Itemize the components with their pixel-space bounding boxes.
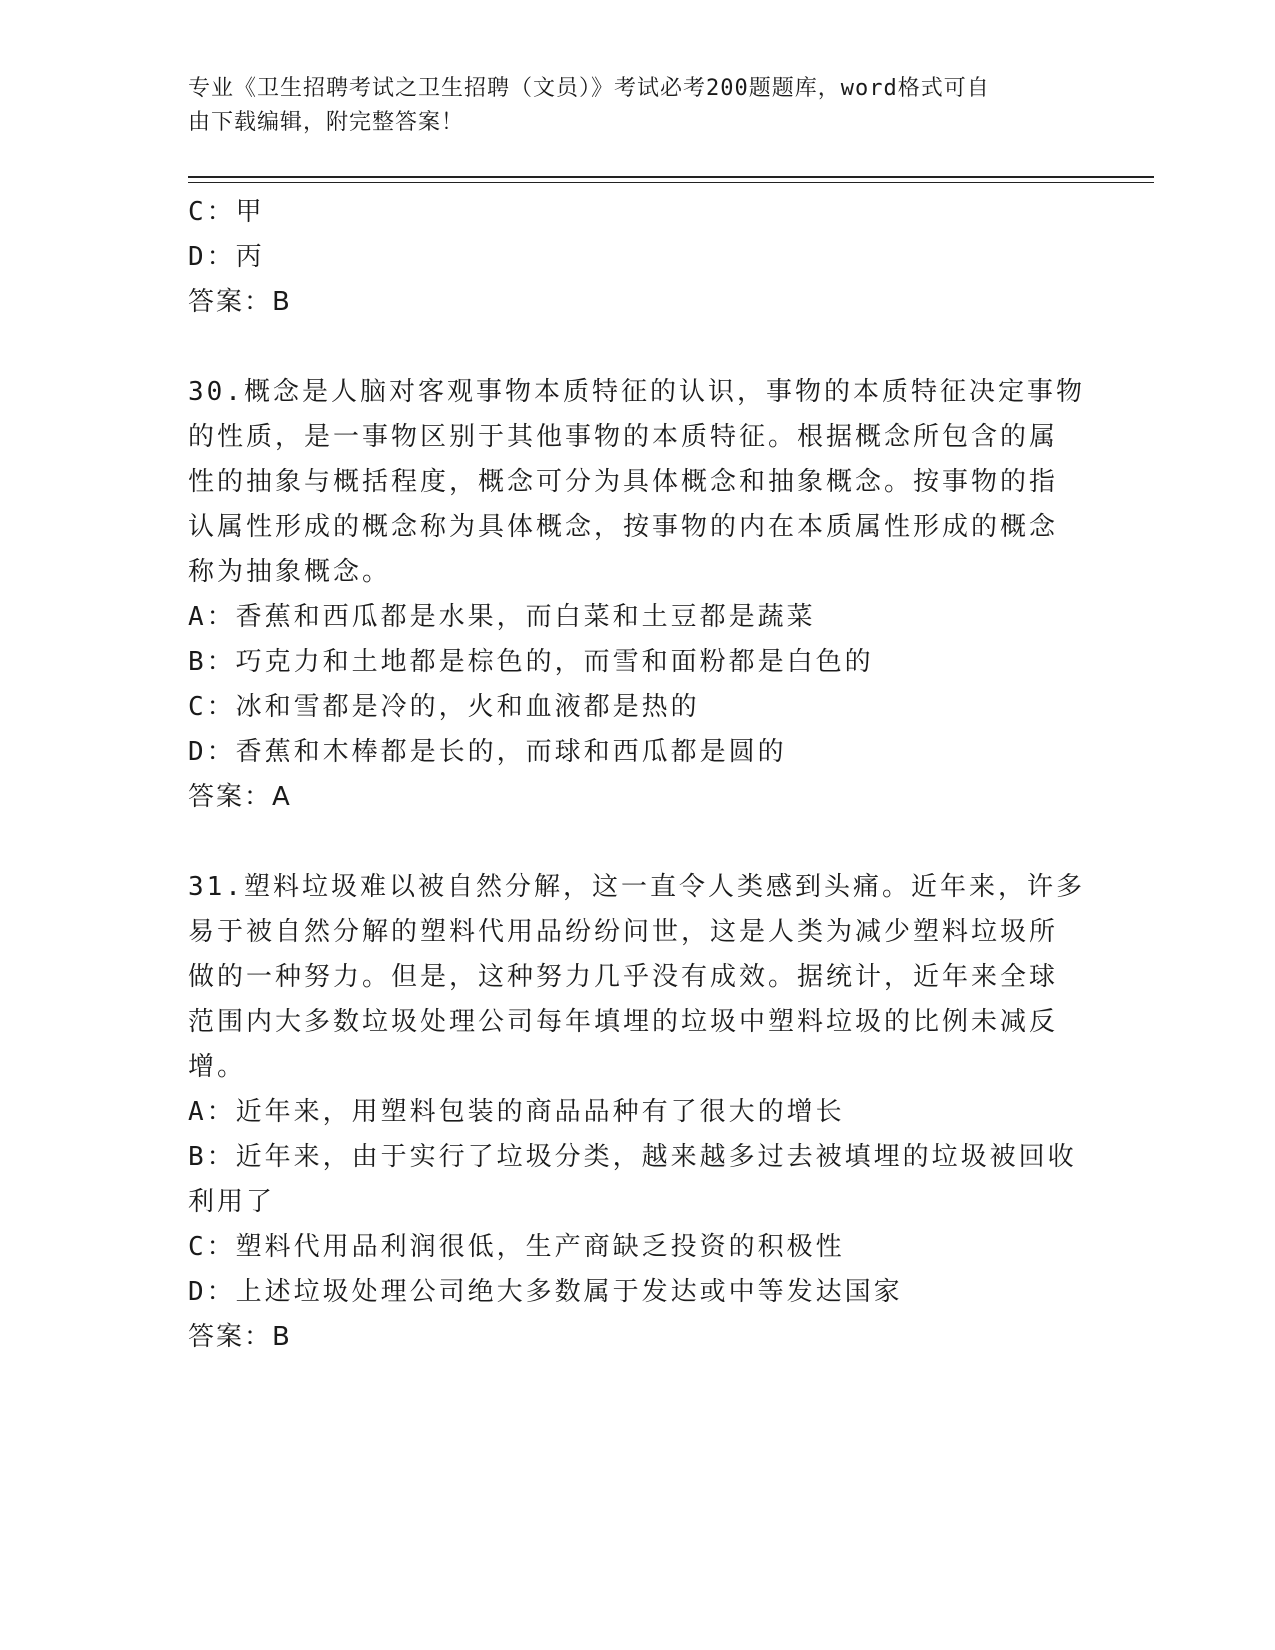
answer-line: 答案：A (188, 782, 292, 812)
answer-line: 答案：B (188, 287, 292, 317)
option-d: D：上述垃圾处理公司绝大多数属于发达或中等发达国家 (188, 1277, 903, 1307)
spacer (188, 325, 1088, 370)
option-c: C：冰和雪都是冷的，火和血液都是热的 (188, 692, 700, 722)
previous-question-tail (188, 190, 1088, 325)
option-b: B：巧克力和土地都是棕色的，而雪和面粉都是白色的 (188, 647, 874, 677)
question-stem-line: 称为抽象概念。 (188, 557, 392, 587)
document-body (188, 190, 1088, 1360)
header-line-1: 专业《卫生招聘考试之卫生招聘（文员）》考试必考200题题库，word格式可自 (188, 76, 990, 101)
option-c: C：甲 (188, 197, 265, 227)
header-rule-thick (188, 176, 1154, 178)
option-c: C：塑料代用品利润很低，生产商缺乏投资的积极性 (188, 1232, 845, 1262)
question-30 (188, 370, 1088, 820)
option-a: A：近年来，用塑料包装的商品品种有了很大的增长 (188, 1097, 845, 1127)
question-stem-line: 范围内大多数垃圾处理公司每年填埋的垃圾中塑料垃圾的比例未减反 (188, 1007, 1059, 1037)
question-stem-line: 认属性形成的概念称为具体概念，按事物的内在本质属性形成的概念 (188, 512, 1059, 542)
header-line-2: 由下载编辑，附完整答案！ (188, 110, 465, 135)
question-31 (188, 865, 1088, 1360)
question-stem-line: 增。 (188, 1052, 247, 1082)
option-d: D：丙 (188, 242, 265, 272)
spacer (188, 820, 1088, 865)
option-d: D：香蕉和木棒都是长的，而球和西瓜都是圆的 (188, 737, 787, 767)
header-rule-thin (188, 182, 1154, 183)
question-stem-line: 做的一种努力。但是，这种努力几乎没有成效。据统计，近年来全球 (188, 962, 1059, 992)
option-b: B：近年来，由于实行了垃圾分类，越来越多过去被填埋的垃圾被回收 (188, 1142, 1077, 1172)
option-b-continuation: 利用了 (188, 1187, 276, 1217)
question-stem-line: 31.塑料垃圾难以被自然分解，这一直令人类感到头痛。近年来，许多 (188, 872, 1085, 902)
answer-line: 答案：B (188, 1322, 292, 1352)
document-header (188, 72, 1088, 140)
question-stem-line: 30.概念是人脑对客观事物本质特征的认识，事物的本质特征决定事物 (188, 377, 1085, 407)
question-stem-line: 的性质，是一事物区别于其他事物的本质特征。根据概念所包含的属 (188, 422, 1059, 452)
option-a: A：香蕉和西瓜都是水果，而白菜和土豆都是蔬菜 (188, 602, 816, 632)
question-stem-line: 易于被自然分解的塑料代用品纷纷问世，这是人类为减少塑料垃圾所 (188, 917, 1059, 947)
question-stem-line: 性的抽象与概括程度，概念可分为具体概念和抽象概念。按事物的指 (188, 467, 1059, 497)
